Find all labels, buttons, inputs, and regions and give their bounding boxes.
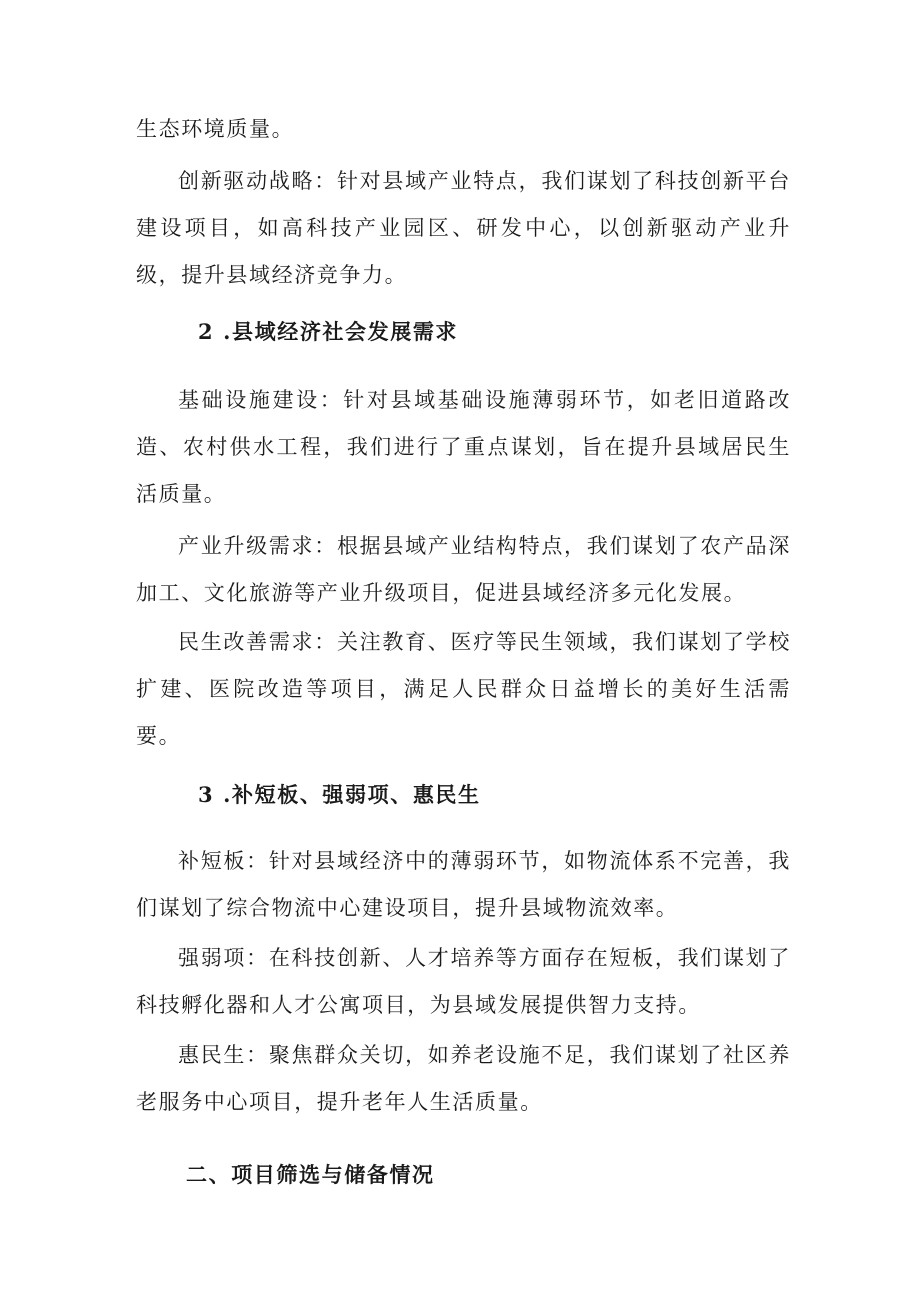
chapter-heading-2: 二、项目筛选与储备情况 (186, 1162, 435, 1187)
paragraph-weak-items: 强弱项：在科技创新、人才培养等方面存在短板，我们谋划了科技孵化器和人才公寓项目，为县域发展提供智力支持。 (136, 946, 791, 1017)
paragraph-innovation-strategy: 创新驱动战略：针对县域产业特点，我们谋划了科技创新平台建设项目，如高科技产业园区、研发中心，以创新驱动产业升级，提升县域经济竞争力。 (136, 169, 791, 287)
section-heading-2: 2 .县域经济社会发展需求 (198, 319, 459, 344)
section-heading-3: 3 .补短板、强弱项、惠民生 (198, 782, 481, 807)
paragraph-industry-upgrade: 产业升级需求：根据县域产业结构特点，我们谋划了农产品深加工、文化旅游等产业升级项目，促进县域经济多元化发展。 (136, 534, 791, 605)
paragraph-shortcomings: 补短板：针对县域经济中的薄弱环节，如物流体系不完善，我们谋划了综合物流中心建设项目，提升县域物流效率。 (136, 849, 791, 920)
paragraph-infrastructure: 基础设施建设：针对县域基础设施薄弱环节，如老旧道路改造、农村供水工程，我们进行了重点谋划，旨在提升县域居民生活质量。 (136, 388, 791, 506)
paragraph-benefit-people: 惠民生：聚焦群众关切，如养老设施不足，我们谋划了社区养老服务中心项目，提升老年人生活质量。 (136, 1043, 791, 1114)
paragraph-continuation: 生态环境质量。 (136, 117, 295, 141)
paragraph-livelihood: 民生改善需求：关注教育、医疗等民生领域，我们谋划了学校扩建、医院改造等项目，满足人民群众日益增长的美好生活需要。 (136, 630, 791, 748)
